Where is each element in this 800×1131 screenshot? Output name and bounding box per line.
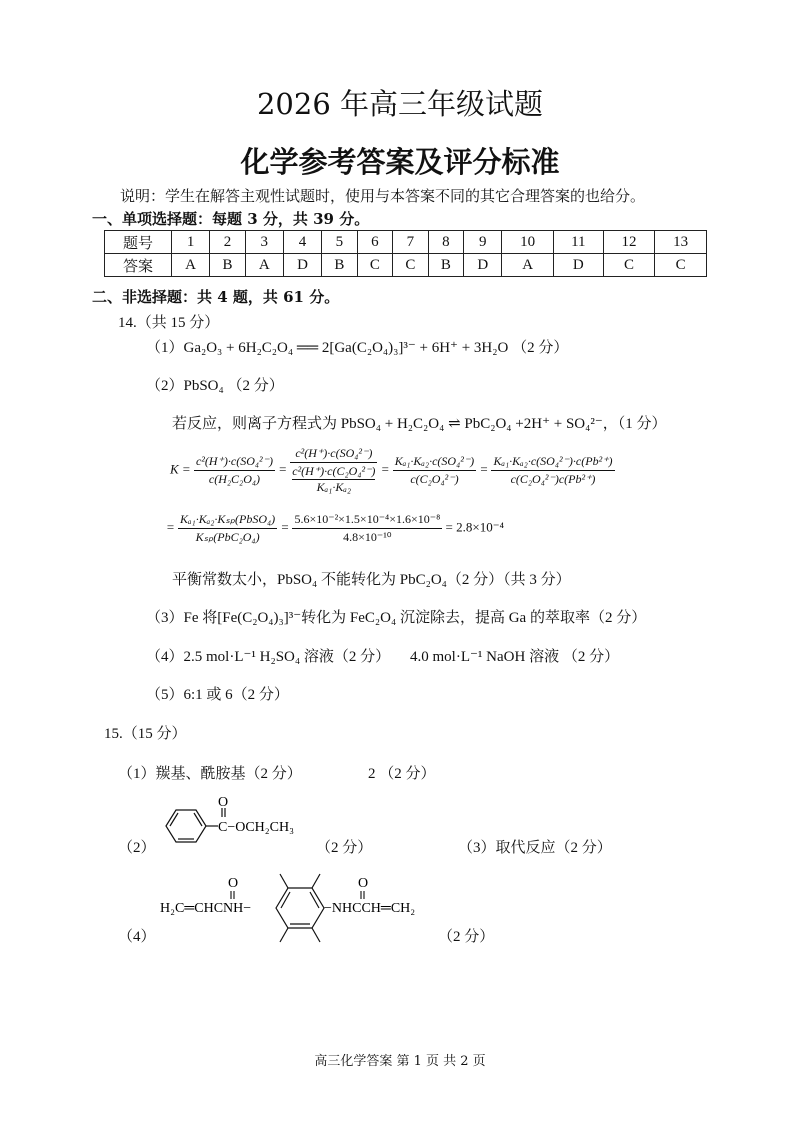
fraction-3 — [393, 454, 476, 487]
fraction-1-denominator: c(H₂C₂O₄) — [208, 472, 261, 486]
fraction-2-inner-denominator: Kₐ₁·Kₐ₂ — [316, 480, 352, 494]
carbonyl-oxygen: O — [218, 796, 229, 810]
grading-note: 说明：学生在解答主观性试题时，使用与本答案不同的其它合理答案的也给分。 — [120, 187, 646, 205]
answer-cell: A — [245, 254, 283, 277]
q15-heading: 15.（15 分） — [104, 726, 187, 742]
benzene-ring-icon — [166, 810, 206, 842]
fraction-4-denominator: c(C₂O₄²⁻)c(Pb²⁺) — [510, 472, 596, 486]
fraction-2-inner-numerator: c²(H⁺)·c(C₂O₄²⁻) — [292, 464, 376, 478]
fraction-2-numerator: c²(H⁺)·c(SO₄²⁻) — [290, 446, 377, 463]
q14-part2: （2）PbSO₄ （2 分） — [146, 378, 284, 394]
benzene-ring-icon — [276, 874, 324, 942]
section1-heading: 一、单项选择题：每题 3 分，共 39 分。 — [92, 210, 370, 228]
answer-table — [104, 230, 707, 277]
k-expression-line2: = $\frac{\text{Kₐ₁·Kₐ₂·Kₛₚ(PbSO₄)}}{\text{Kₛₚ(PbC₂O₄)}}$ = $\frac{\text{5.6×10⁻²×1.5×10⁻⁴×1.6×10⁻⁸}}{\text{4.8×10⁻¹⁰}}$ = 2.8×10⁻⁴ — [166, 512, 505, 544]
question-cell: 4 — [283, 231, 321, 254]
answer-cell: A — [502, 254, 554, 277]
fraction-5-numerator: Kₐ₁·Kₐ₂·Kₛₚ(PbSO₄) — [178, 512, 277, 529]
ester-group-label: C−OCH₂CH₃ — [218, 820, 295, 835]
fraction-6-denominator: 4.8×10⁻¹⁰ — [343, 530, 392, 544]
question-cell: 13 — [655, 231, 707, 254]
q14-part4-b: 4.0 mol·L⁻¹ NaOH 溶液 （2 分） — [410, 649, 620, 665]
q15-part4-label: （4） — [118, 929, 156, 945]
question-cell: 8 — [428, 231, 464, 254]
q15-part1-b: 2 （2 分） — [368, 766, 436, 782]
answer-cell: D — [553, 254, 603, 277]
row-label-answer: 答案 — [105, 254, 172, 277]
question-cell: 6 — [357, 231, 393, 254]
answer-cell: C — [603, 254, 655, 277]
q15-part2-score: （2 分） — [316, 840, 373, 856]
question-cell: 7 — [393, 231, 429, 254]
document-title: 2026 年高三年级试题 — [256, 87, 544, 121]
answer-cell: D — [464, 254, 502, 277]
q14-part4-a: （4）2.5 mol·L⁻¹ H₂SO₄ 溶液（2 分） — [146, 649, 391, 665]
row-label-question: 题号 — [105, 231, 172, 254]
q15-part1-a: （1）羰基、酰胺基（2 分） — [118, 766, 302, 782]
answer-cell: D — [283, 254, 321, 277]
fraction-2 — [290, 446, 377, 495]
question-cell: 12 — [603, 231, 655, 254]
fraction-6-numerator: 5.6×10⁻²×1.5×10⁻⁴×1.6×10⁻⁸ — [292, 512, 442, 529]
question-cell: 11 — [553, 231, 603, 254]
question-cell: 2 — [210, 231, 246, 254]
fraction-3-numerator: Kₐ₁·Kₐ₂·c(SO₄²⁻) — [393, 454, 476, 471]
k-prefix: K = — [170, 461, 191, 477]
q14-part3: （3）Fe 将[Fe(C₂O₄)₃]³⁻转化为 FeC₂O₄ 沉淀除去，提高 Ga 的萃取率（2 分） — [146, 610, 647, 626]
fraction-5 — [178, 512, 277, 545]
answer-row — [105, 254, 707, 277]
fraction-5-denominator: Kₛₚ(PbC₂O₄) — [195, 530, 260, 544]
fraction-6 — [292, 512, 442, 545]
fraction-4-numerator: Kₐ₁·Kₐ₂·c(SO₄²⁻)·c(Pb²⁺) — [491, 454, 614, 471]
question-cell: 10 — [502, 231, 554, 254]
answer-cell: A — [172, 254, 210, 277]
answer-cell: B — [428, 254, 464, 277]
fraction-4 — [491, 454, 614, 487]
answer-cell: C — [655, 254, 707, 277]
fraction-3-denominator: c(C₂O₄²⁻) — [410, 472, 459, 486]
q15-part2-label: （2） — [118, 840, 156, 856]
q14-part5: （5）6:1 或 6（2 分） — [146, 687, 289, 703]
fraction-1 — [194, 454, 275, 487]
k-result: = 2.8×10⁻⁴ — [445, 519, 505, 535]
page-footer: 高三化学答案 第 1 页 共 2 页 — [314, 1054, 486, 1069]
k-expression-line1: K = $\frac{\text{c²(H⁺)·c(SO₄²⁻)}}{\text{c(H₂C₂O₄)}}$ = c²(H⁺)·c(SO₄²⁻) c²(H⁺)·c(C₂O₄²⁻) Kₐ₁·Kₐ₂ = $\frac{\text{Kₐ₁·Kₐ₂·c(SO₄²⁻)}}{\text{c(C₂O₄²⁻)}}$ = $\frac{\text{Kₐ₁·Kₐ₂·c(SO₄²⁻)·c(Pb²⁺)}}{\text{c(C₂O₄²⁻)c(Pb²⁺)}}$ — [170, 446, 613, 494]
answer-cell: C — [357, 254, 393, 277]
right-acrylamide-group: −NHCCH═CH₂ — [324, 901, 416, 916]
q15-part4-score: （2 分） — [438, 929, 495, 945]
question-number-row — [105, 231, 707, 254]
ethyl-benzoate-structure — [152, 796, 322, 856]
diamide-structure — [160, 868, 450, 948]
left-amide-oxygen: O — [228, 876, 239, 891]
question-cell: 3 — [245, 231, 283, 254]
answer-cell: B — [322, 254, 358, 277]
right-amide-oxygen: O — [358, 876, 369, 891]
left-acrylamide-group: H₂C═CHCNH− — [160, 901, 252, 916]
question-cell: 1 — [172, 231, 210, 254]
answer-cell: B — [210, 254, 246, 277]
document-subtitle: 化学参考答案及评分标准 — [240, 145, 560, 179]
q14-heading: 14.（共 15 分） — [118, 315, 220, 331]
answer-cell: C — [393, 254, 429, 277]
q14-part2-equation: 若反应，则离子方程式为 PbSO₄ + H₂C₂O₄ ⇌ PbC₂O₄ +2H⁺ + SO₄²⁻，（1 分） — [172, 416, 667, 432]
fraction-1-numerator: c²(H⁺)·c(SO₄²⁻) — [194, 454, 275, 471]
question-cell: 9 — [464, 231, 502, 254]
section2-heading: 二、非选择题：共 4 题，共 61 分。 — [92, 288, 340, 306]
question-cell: 5 — [322, 231, 358, 254]
q15-part3: （3）取代反应（2 分） — [458, 840, 612, 856]
q14-part1: （1）Ga₂O₃ + 6H₂C₂O₄ ══ 2[Ga(C₂O₄)₃]³⁻ + 6H⁺ + 3H₂O （2 分） — [146, 340, 569, 356]
q14-part2-conclusion: 平衡常数太小，PbSO₄ 不能转化为 PbC₂O₄（2 分）（共 3 分） — [172, 572, 571, 588]
